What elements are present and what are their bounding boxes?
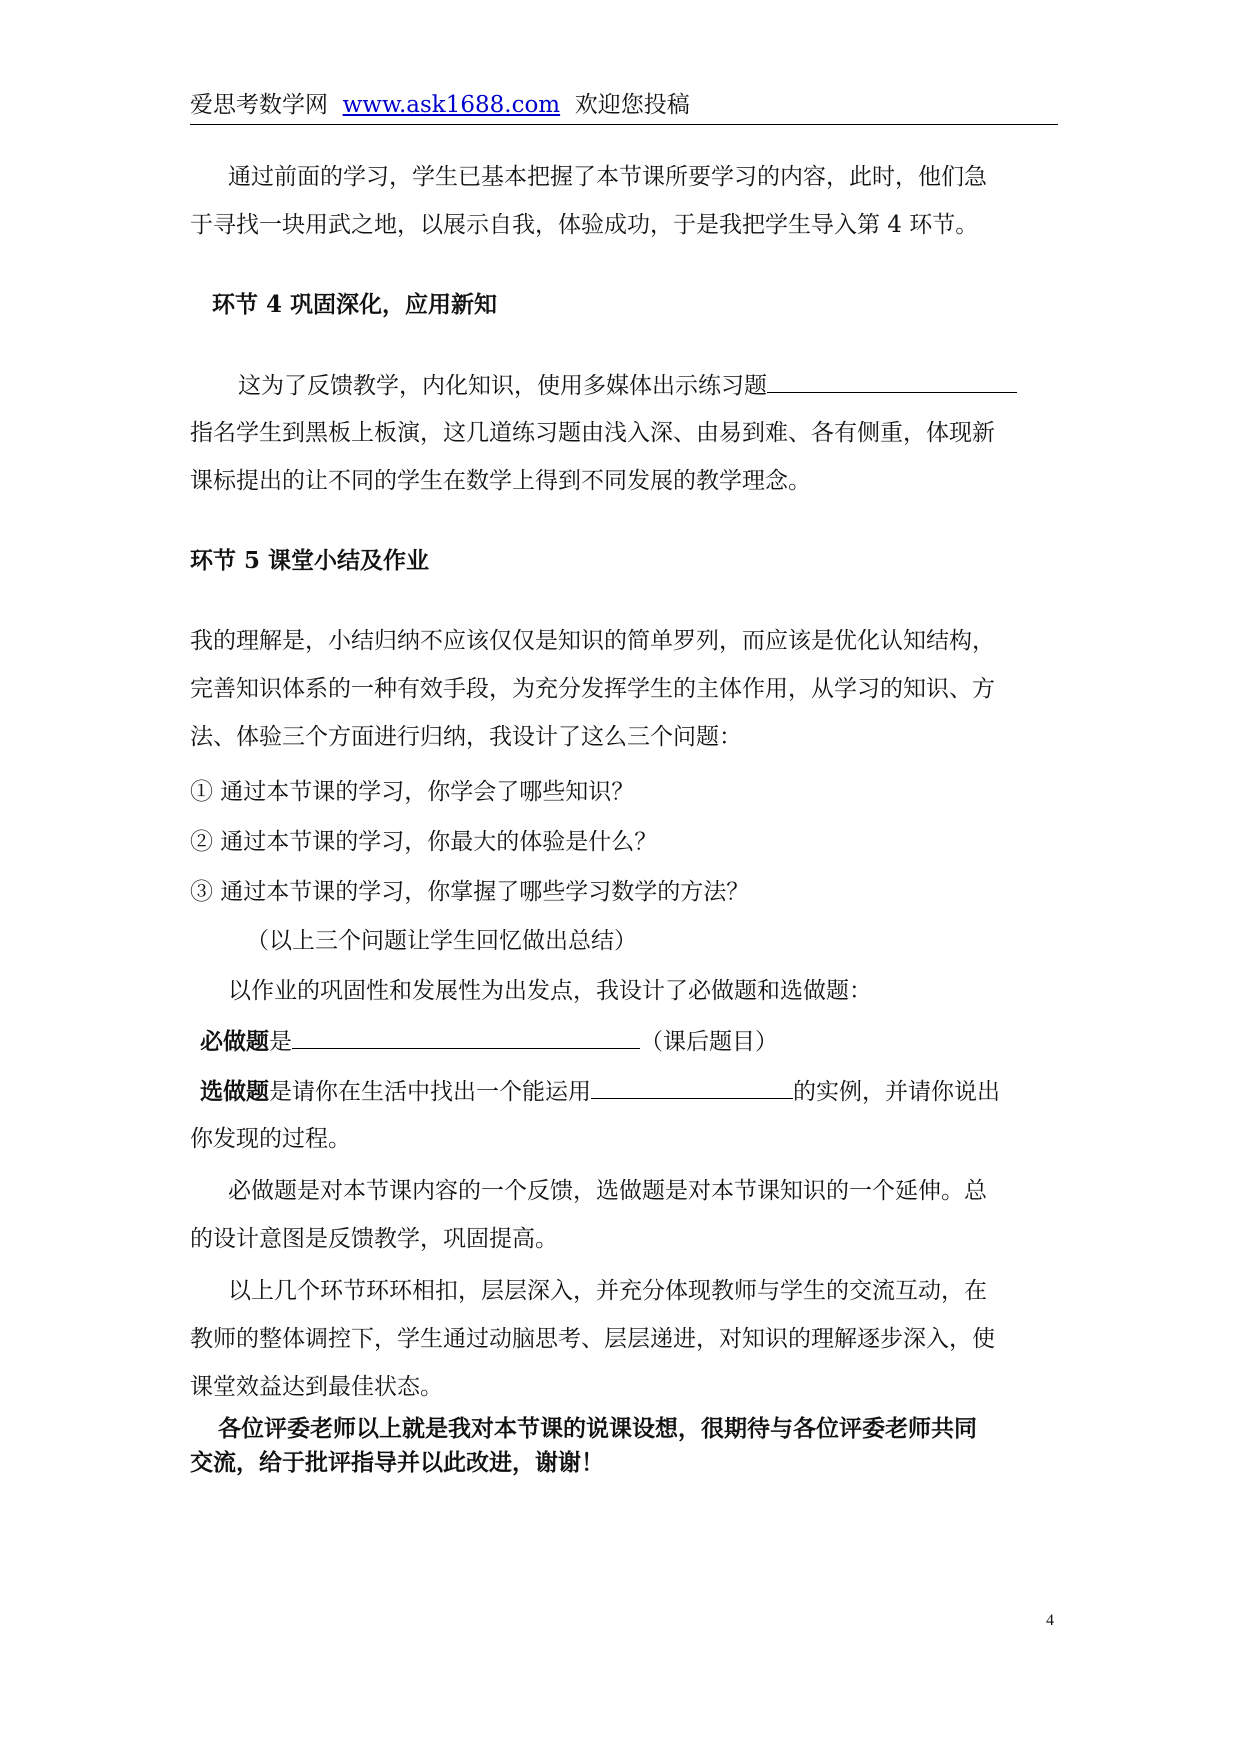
page-header [190,86,1058,125]
optional-homework-line [200,1076,1070,1107]
optional-text-before: 是请你在生活中找出一个能运用 [269,1079,591,1105]
section-4-heading: 环节 4 巩固深化，应用新知 [212,291,498,318]
optional-line-2: 你发现的过程。 [190,1126,351,1152]
section-5-heading: 环节 5 课堂小结及作业 [190,547,430,574]
design-line-1: 必做题是对本节课内容的一个反馈，选做题是对本节课知识的一个延伸。总 [228,1178,987,1204]
optional-blank [591,1076,793,1099]
section-5-para-1-line-2: 完善知识体系的一种有效手段，为充分发挥学生的主体作用，从学习的知识、方 [190,676,995,702]
required-is: 是 [269,1029,292,1055]
design-line-2: 的设计意图是反馈教学，巩固提高。 [190,1226,558,1252]
required-suffix: （课后题目） [640,1029,778,1055]
site-tagline: 欢迎您投稿 [574,92,690,118]
closing-line-1: 各位评委老师以上就是我对本节课的说课设想，很期待与各位评委老师共同 [218,1415,977,1442]
optional-label: 选做题 [200,1078,269,1105]
question-1: ① 通过本节课的学习，你学会了哪些知识？ [190,779,635,805]
section-5-para-1-line-3: 法、体验三个方面进行归纳，我设计了这么三个问题： [190,724,742,750]
site-name: 爱思考数学网 [190,92,328,118]
section-4-line-3: 课标提出的让不同的学生在数学上得到不同发展的教学理念。 [190,468,811,494]
questions-note: （以上三个问题让学生回忆做出总结） [246,928,637,954]
summary-line-1: 以上几个环节环环相扣，层层深入，并充分体现教师与学生的交流互动，在 [228,1278,987,1304]
section-4-line-1 [238,370,1108,401]
question-3: ③ 通过本节课的学习，你掌握了哪些学习数学的方法？ [190,879,750,905]
section-5-para-1-line-1: 我的理解是，小结归纳不应该仅仅是知识的简单罗列，而应该是优化认知结构， [190,628,995,654]
section-4-line-1-text: 这为了反馈教学，内化知识，使用多媒体出示练习题 [238,373,767,399]
required-label: 必做题 [200,1028,269,1055]
summary-line-2: 教师的整体调控下，学生通过动脑思考、层层递进，对知识的理解逐步深入，使 [190,1326,995,1352]
closing-line-2: 交流，给于批评指导并以此改进，谢谢！ [190,1449,604,1476]
intro-line-1: 通过前面的学习，学生已基本把握了本节课所要学习的内容，此时，他们急 [228,164,987,190]
required-homework-line [200,1026,1070,1057]
optional-text-after: 的实例，并请你说出 [793,1079,1000,1105]
required-blank [292,1026,640,1049]
homework-intro: 以作业的巩固性和发展性为出发点，我设计了必做题和选做题： [228,978,872,1004]
intro-line-2: 于寻找一块用武之地，以展示自我，体验成功，于是我把学生导入第 4 环节。 [190,212,979,238]
site-url-link[interactable]: www.ask1688.com [342,92,561,118]
page-number: 4 [1046,1612,1054,1629]
exercise-blank [767,370,1017,393]
section-4-line-2: 指名学生到黑板上板演，这几道练习题由浅入深、由易到难、各有侧重，体现新 [190,420,995,446]
summary-line-3: 课堂效益达到最佳状态。 [190,1374,443,1400]
question-2: ② 通过本节课的学习，你最大的体验是什么？ [190,829,658,855]
